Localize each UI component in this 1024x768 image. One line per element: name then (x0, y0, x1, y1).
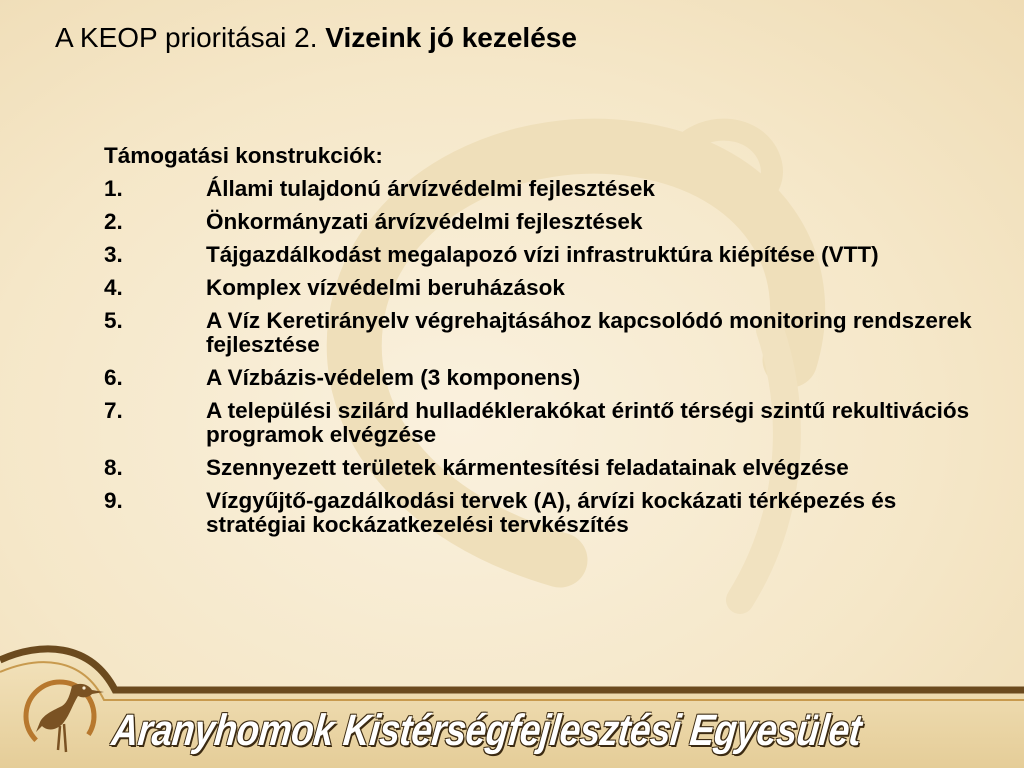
list-item-number: 2. (104, 209, 123, 234)
list-item-number: 8. (104, 455, 123, 480)
list-item-text: Vízgyűjtő-gazdálkodási tervek (A), árvízi kockázati térképezés és stratégiai kockázatkezelési tervkészítés (206, 488, 897, 537)
list-item-text: A települési szilárd hulladéklerakókat érintő térségi szintű rekultivációs programok elvégzése (206, 398, 970, 447)
list-item-number: 6. (104, 365, 123, 390)
list-heading: Támogatási konstrukciók: (104, 143, 383, 168)
list-item-number: 9. (104, 488, 123, 513)
slide-title-normal: A KEOP prioritásai 2. (55, 22, 326, 53)
organization-name: Aranyhomok Kistérségfejlesztési Egyesület (109, 706, 864, 755)
list-item-number: 1. (104, 176, 123, 201)
list-item-text: A Víz Keretirányelv végrehajtásához kapcsolódó monitoring rendszerek fejlesztése (206, 308, 972, 357)
list-item-text: Szennyezett területek kármentesítési feladatainak elvégzése (206, 455, 849, 480)
list-item-text: Tájgazdálkodást megalapozó vízi infrastruktúra kiépítése (VTT) (206, 242, 879, 267)
list-item-text: Komplex vízvédelmi beruházások (206, 275, 565, 300)
list-item-number: 7. (104, 398, 123, 423)
list-item-text: Állami tulajdonú árvízvédelmi fejlesztések (206, 176, 655, 201)
list-item-text: Önkormányzati árvízvédelmi fejlesztések (206, 209, 643, 234)
list-item-number: 3. (104, 242, 123, 267)
list-item-text: A Vízbázis-védelem (3 komponens) (206, 365, 581, 390)
heron-logo-icon (14, 662, 110, 762)
slide-title-bold: Vizeink jó kezelése (325, 22, 577, 53)
list-item-number: 5. (104, 308, 123, 333)
list-item-number: 4. (104, 275, 123, 300)
